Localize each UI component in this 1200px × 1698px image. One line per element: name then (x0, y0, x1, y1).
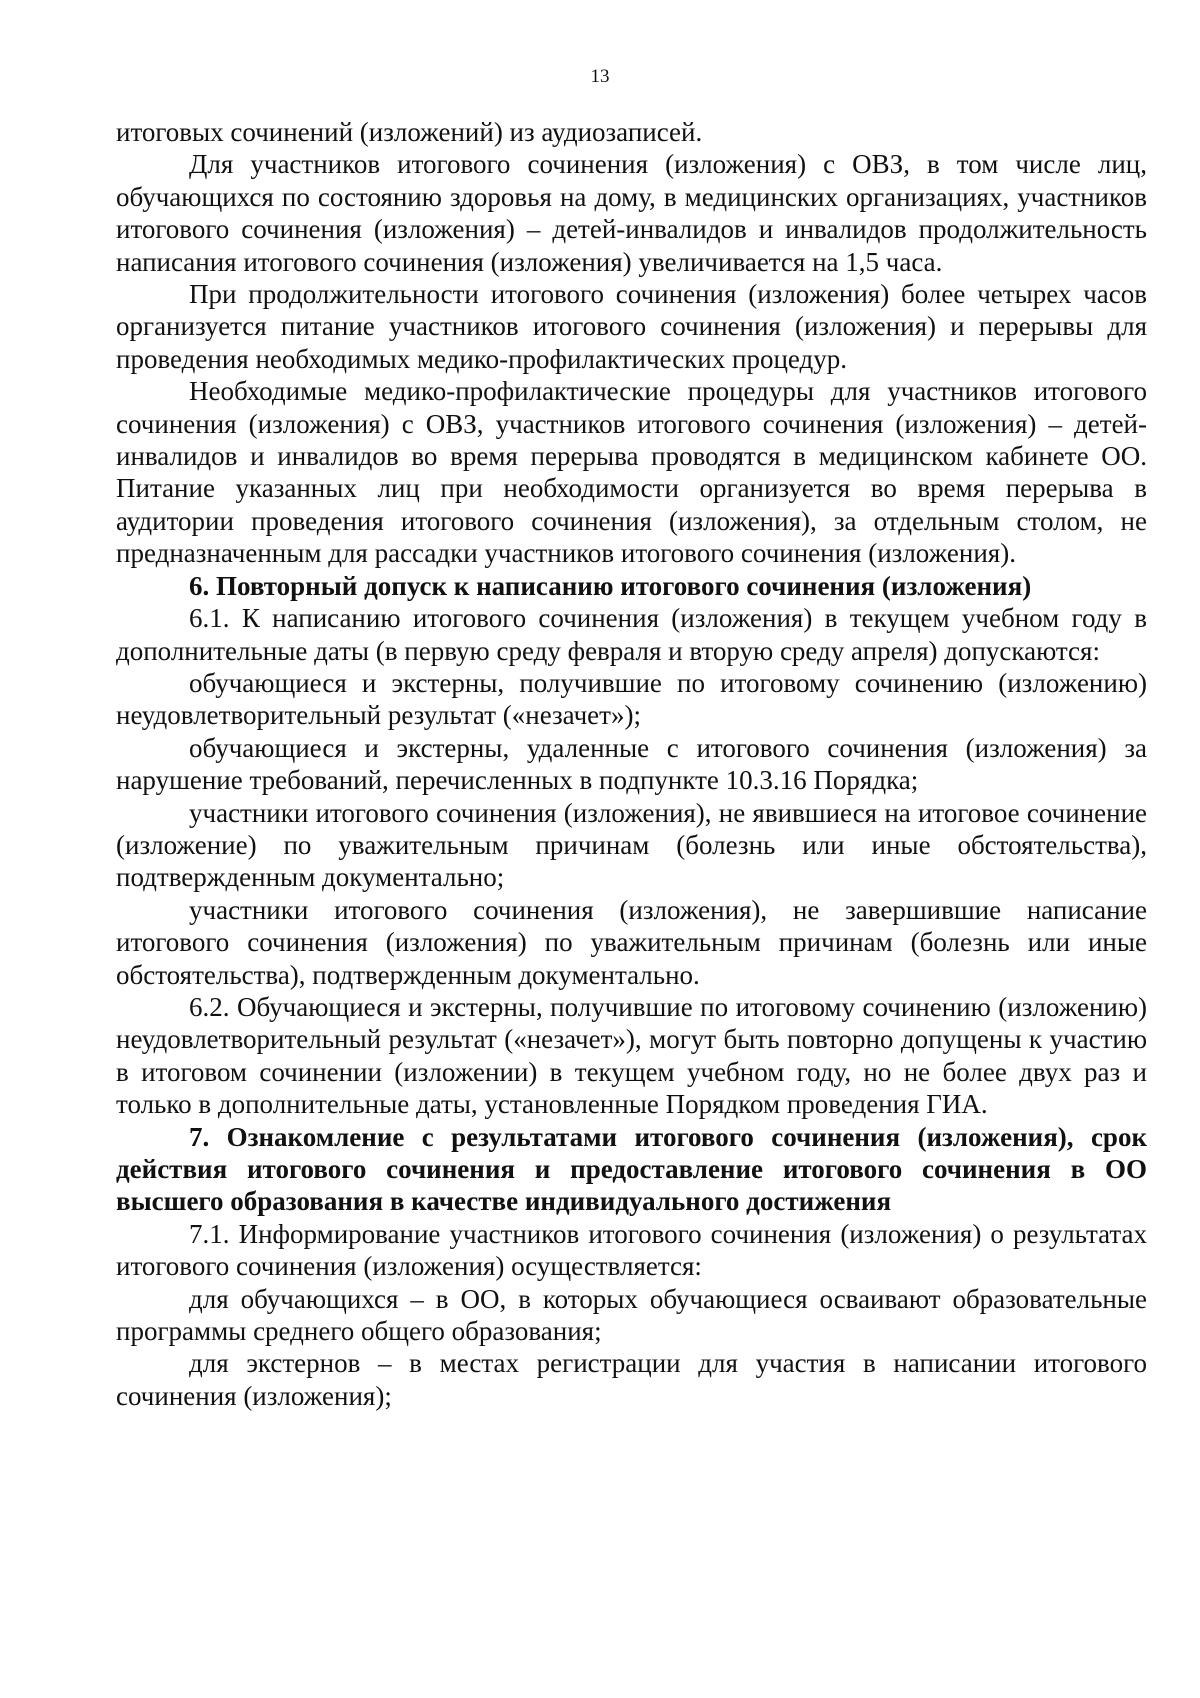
list-item-removed: обучающиеся и экстерны, удаленные с итогового сочинения (изложения) за нарушение требований, перечисленных в подпункте 10.3.16 Порядка; (116, 732, 1147, 796)
document-body (116, 116, 1147, 1412)
paragraph-6-2: 6.2. Обучающиеся и экстерны, получившие по итоговому сочинению (изложению) неудовлетворительный результат («незачет»), могут быть повторно допущены к участию в итоговом сочинении (изложении) в текущем учебном году, но не более двух раз и только в дополнительные даты, установленные Порядком проведения ГИА. (116, 991, 1147, 1120)
list-item-students: для обучающихся – в ОО, в которых обучающиеся осваивают образовательные программы среднего общего образования; (116, 1283, 1147, 1347)
paragraph-ovz-duration: Для участников итогового сочинения (изложения) с ОВЗ, в том числе лиц, обучающихся по состоянию здоровья на дому, в медицинских организациях, участников итогового сочинения (изложения) – детей-инвалидов и инвалидов продолжительность написания итогового сочинения (изложения) увеличивается на 1,5 часа. (116, 149, 1147, 277)
list-item-unsatisfactory: обучающиеся и экстерны, получившие по итоговому сочинению (изложению) неудовлетворительный результат («незачет»); (116, 667, 1147, 731)
list-item-externs: для экстернов – в местах регистрации для участия в написании итогового сочинения (изложения); (116, 1348, 1147, 1411)
section-heading-7: 7. Ознакомление с результатами итогового сочинения (изложения), срок действия итогового сочинения и предоставление итогового сочинения в ОО высшего образования в качестве индивидуального достижения (116, 1121, 1147, 1217)
paragraph-7-1: 7.1. Информирование участников итогового сочинения (изложения) о результатах итогового сочинения (изложения) осуществляется: (116, 1218, 1147, 1282)
section-heading-6: 6. Повторный допуск к написанию итогового сочинения (изложения) (189, 570, 1032, 601)
page-number: 13 (590, 66, 610, 87)
paragraph-continuation: итоговых сочинений (изложений) из аудиозаписей. (116, 117, 703, 147)
list-item-not-completed: участники итогового сочинения (изложения), не завершившие написание итогового сочинения (изложения) по уважительным причинам (болезнь или иные обстоятельства), подтвержденным документально. (116, 894, 1147, 990)
list-item-absent: участники итогового сочинения (изложения), не явившиеся на итоговое сочинение (изложение) по уважительным причинам (болезнь или иные обстоятельства), подтвержденным документально; (116, 797, 1147, 893)
paragraph-medical-procedures: Необходимые медико-профилактические процедуры для участников итогового сочинения (изложения) с ОВЗ, участников итогового сочинения (изложения) – детей-инвалидов и инвалидов во время перерыва проводятся в медицинском кабинете ОО. Питание указанных лиц при необходимости организуется во время перерыва в аудитории проведения итогового сочинения (изложения), за отдельным столом, не предназначенным для рассадки участников итогового сочинения (изложения). (116, 376, 1147, 569)
paragraph-meals-breaks: При продолжительности итогового сочинения (изложения) более четырех часов организуется питание участников итогового сочинения (изложения) и перерывы для проведения необходимых медико-профилактических процедур. (116, 279, 1147, 374)
paragraph-6-1: 6.1. К написанию итогового сочинения (изложения) в текущем учебном году в дополнительные даты (в первую среду февраля и вторую среду апреля) допускаются: (116, 603, 1147, 666)
